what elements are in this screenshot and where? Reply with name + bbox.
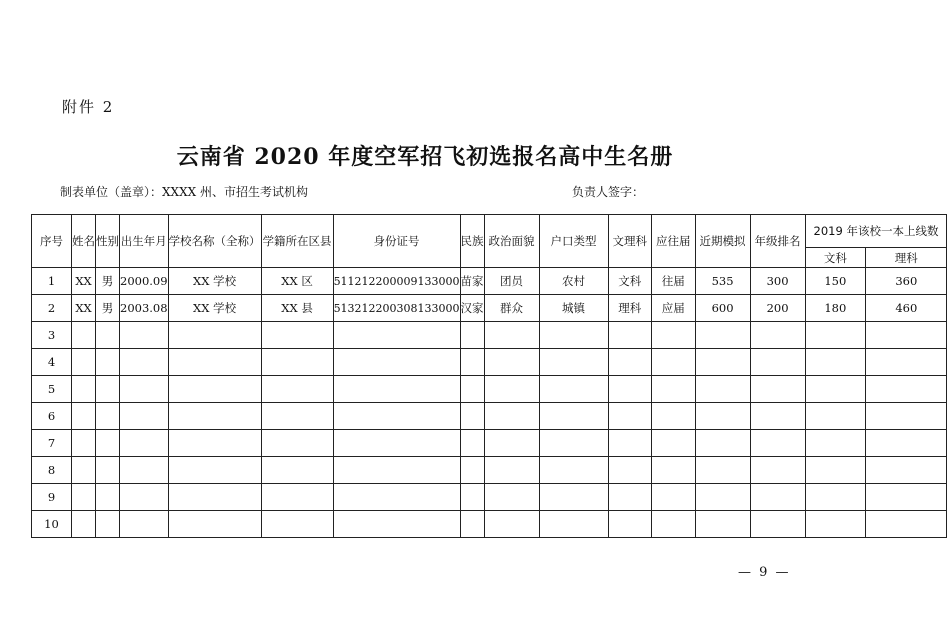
- cell-empty: [866, 430, 947, 457]
- issuing-unit-label: 制表单位（盖章）：XXXX 州、市招生考试机构: [60, 185, 308, 199]
- page-number: — 9 —: [738, 565, 791, 580]
- cell-mock-score: 535: [695, 268, 750, 295]
- cell-empty: [866, 349, 947, 376]
- cell-empty: [750, 322, 805, 349]
- header-line-group: 2019 年该校一本上线数: [805, 215, 947, 248]
- cell-empty: [805, 484, 866, 511]
- cell-empty: [168, 349, 261, 376]
- table-row: [32, 349, 947, 376]
- cell-gender: 男: [96, 295, 120, 322]
- cell-empty: [695, 349, 750, 376]
- cell-name: XX: [72, 295, 96, 322]
- cell-empty: [750, 457, 805, 484]
- header-id-number: 身份证号: [333, 215, 460, 268]
- header-district: 学籍所在区县: [261, 215, 333, 268]
- cell-empty: [866, 322, 947, 349]
- cell-track: 文科: [608, 268, 652, 295]
- cell-empty: [72, 403, 96, 430]
- table-row: [32, 457, 947, 484]
- cell-empty: [608, 376, 652, 403]
- attachment-label: 附件 2: [62, 98, 115, 116]
- cell-index: 5: [32, 376, 72, 403]
- cell-empty: [539, 457, 608, 484]
- cell-empty: [72, 349, 96, 376]
- cell-empty: [539, 511, 608, 538]
- cell-empty: [96, 457, 120, 484]
- cell-index: 3: [32, 322, 72, 349]
- cell-empty: [695, 457, 750, 484]
- cell-index: 1: [32, 268, 72, 295]
- cell-empty: [695, 403, 750, 430]
- header-school: 学校名称（全称）: [168, 215, 261, 268]
- cell-empty: [333, 403, 460, 430]
- cell-empty: [333, 511, 460, 538]
- cell-empty: [333, 349, 460, 376]
- cell-ethnicity: 汉家: [460, 295, 484, 322]
- cell-empty: [805, 457, 866, 484]
- cell-grad-type: 往届: [652, 268, 696, 295]
- cell-empty: [750, 484, 805, 511]
- cell-id-number: 511212200009133000: [333, 268, 460, 295]
- cell-empty: [261, 349, 333, 376]
- cell-empty: [539, 430, 608, 457]
- cell-empty: [72, 376, 96, 403]
- cell-birth: 2000.09: [120, 268, 169, 295]
- cell-empty: [96, 484, 120, 511]
- cell-empty: [120, 484, 169, 511]
- cell-empty: [168, 484, 261, 511]
- cell-empty: [750, 376, 805, 403]
- cell-empty: [261, 376, 333, 403]
- cell-empty: [805, 349, 866, 376]
- cell-empty: [805, 403, 866, 430]
- cell-empty: [72, 484, 96, 511]
- cell-empty: [168, 430, 261, 457]
- cell-empty: [261, 484, 333, 511]
- cell-line-arts: 180: [805, 295, 866, 322]
- cell-line-science: 360: [866, 268, 947, 295]
- cell-empty: [120, 322, 169, 349]
- cell-empty: [695, 322, 750, 349]
- cell-empty: [608, 403, 652, 430]
- cell-school: XX 学校: [168, 268, 261, 295]
- cell-empty: [652, 322, 696, 349]
- cell-empty: [120, 349, 169, 376]
- cell-index: 8: [32, 457, 72, 484]
- cell-empty: [484, 457, 539, 484]
- registration-table: [31, 214, 947, 538]
- cell-empty: [460, 430, 484, 457]
- cell-empty: [608, 457, 652, 484]
- cell-empty: [460, 376, 484, 403]
- cell-name: XX: [72, 268, 96, 295]
- cell-index: 6: [32, 403, 72, 430]
- cell-empty: [460, 322, 484, 349]
- header-gender: 性别: [96, 215, 120, 268]
- cell-empty: [120, 457, 169, 484]
- cell-grade-rank: 200: [750, 295, 805, 322]
- cell-empty: [72, 322, 96, 349]
- cell-line-science: 460: [866, 295, 947, 322]
- cell-district: XX 区: [261, 268, 333, 295]
- cell-empty: [484, 349, 539, 376]
- cell-empty: [120, 430, 169, 457]
- cell-gender: 男: [96, 268, 120, 295]
- cell-empty: [805, 511, 866, 538]
- cell-id-number: 513212200308133000: [333, 295, 460, 322]
- cell-empty: [333, 484, 460, 511]
- page-title: 云南省 2020 年度空军招飞初选报名高中生名册: [176, 144, 674, 170]
- cell-empty: [866, 484, 947, 511]
- cell-empty: [805, 430, 866, 457]
- cell-empty: [460, 349, 484, 376]
- cell-empty: [96, 430, 120, 457]
- cell-track: 理科: [608, 295, 652, 322]
- header-line-arts: 文科: [805, 248, 866, 268]
- table-row: [32, 322, 947, 349]
- cell-empty: [866, 457, 947, 484]
- cell-empty: [72, 457, 96, 484]
- cell-hukou: 农村: [539, 268, 608, 295]
- cell-empty: [96, 349, 120, 376]
- cell-birth: 2003.08: [120, 295, 169, 322]
- cell-empty: [460, 511, 484, 538]
- cell-empty: [608, 511, 652, 538]
- cell-empty: [866, 403, 947, 430]
- cell-empty: [261, 511, 333, 538]
- cell-empty: [484, 376, 539, 403]
- cell-empty: [652, 430, 696, 457]
- cell-empty: [866, 511, 947, 538]
- cell-empty: [539, 376, 608, 403]
- cell-empty: [695, 511, 750, 538]
- cell-district: XX 县: [261, 295, 333, 322]
- cell-mock-score: 600: [695, 295, 750, 322]
- cell-empty: [72, 511, 96, 538]
- header-name: 姓名: [72, 215, 96, 268]
- header-index: 序号: [32, 215, 72, 268]
- cell-empty: [652, 484, 696, 511]
- cell-empty: [695, 430, 750, 457]
- cell-empty: [96, 376, 120, 403]
- cell-empty: [460, 457, 484, 484]
- cell-empty: [539, 484, 608, 511]
- cell-empty: [120, 376, 169, 403]
- cell-index: 7: [32, 430, 72, 457]
- cell-empty: [120, 511, 169, 538]
- cell-empty: [539, 349, 608, 376]
- cell-empty: [261, 457, 333, 484]
- cell-index: 2: [32, 295, 72, 322]
- cell-empty: [608, 349, 652, 376]
- cell-empty: [652, 376, 696, 403]
- cell-empty: [750, 403, 805, 430]
- cell-empty: [460, 403, 484, 430]
- cell-empty: [333, 376, 460, 403]
- header-track: 文理科: [608, 215, 652, 268]
- cell-empty: [333, 322, 460, 349]
- header-grad-type: 应往届: [652, 215, 696, 268]
- cell-index: 10: [32, 511, 72, 538]
- cell-empty: [120, 403, 169, 430]
- cell-empty: [261, 403, 333, 430]
- cell-empty: [168, 511, 261, 538]
- cell-empty: [484, 511, 539, 538]
- cell-empty: [750, 430, 805, 457]
- cell-empty: [484, 484, 539, 511]
- signature-label: 负责人签字：: [572, 185, 645, 199]
- table-row: [32, 430, 947, 457]
- cell-empty: [72, 430, 96, 457]
- cell-empty: [96, 511, 120, 538]
- header-birth: 出生年月: [120, 215, 169, 268]
- cell-empty: [261, 322, 333, 349]
- header-grade-rank: 年级排名: [750, 215, 805, 268]
- cell-empty: [805, 376, 866, 403]
- cell-empty: [652, 511, 696, 538]
- cell-hukou: 城镇: [539, 295, 608, 322]
- table-row: [32, 376, 947, 403]
- header-political: 政治面貌: [484, 215, 539, 268]
- cell-empty: [96, 322, 120, 349]
- cell-empty: [333, 430, 460, 457]
- cell-empty: [608, 322, 652, 349]
- cell-empty: [695, 376, 750, 403]
- table-row: [32, 484, 947, 511]
- cell-school: XX 学校: [168, 295, 261, 322]
- header-ethnicity: 民族: [460, 215, 484, 268]
- cell-empty: [805, 322, 866, 349]
- cell-empty: [750, 349, 805, 376]
- cell-empty: [168, 376, 261, 403]
- cell-political: 群众: [484, 295, 539, 322]
- cell-empty: [484, 430, 539, 457]
- cell-empty: [168, 322, 261, 349]
- cell-ethnicity: 苗家: [460, 268, 484, 295]
- header-hukou: 户口类型: [539, 215, 608, 268]
- cell-empty: [866, 376, 947, 403]
- cell-grad-type: 应届: [652, 295, 696, 322]
- cell-empty: [608, 484, 652, 511]
- cell-grade-rank: 300: [750, 268, 805, 295]
- cell-empty: [608, 430, 652, 457]
- cell-political: 团员: [484, 268, 539, 295]
- cell-empty: [695, 484, 750, 511]
- cell-empty: [539, 322, 608, 349]
- cell-empty: [261, 430, 333, 457]
- cell-index: 9: [32, 484, 72, 511]
- table-row: [32, 268, 947, 295]
- cell-empty: [652, 457, 696, 484]
- cell-empty: [484, 403, 539, 430]
- header-mock-score: 近期模拟: [695, 215, 750, 268]
- table-row: [32, 295, 947, 322]
- cell-empty: [168, 457, 261, 484]
- cell-empty: [333, 457, 460, 484]
- table-row: [32, 403, 947, 430]
- cell-empty: [652, 349, 696, 376]
- cell-index: 4: [32, 349, 72, 376]
- cell-empty: [484, 322, 539, 349]
- cell-empty: [652, 403, 696, 430]
- header-line-science: 理科: [866, 248, 947, 268]
- cell-empty: [460, 484, 484, 511]
- cell-empty: [168, 403, 261, 430]
- cell-empty: [539, 403, 608, 430]
- cell-empty: [96, 403, 120, 430]
- cell-empty: [750, 511, 805, 538]
- table-row: [32, 511, 947, 538]
- cell-line-arts: 150: [805, 268, 866, 295]
